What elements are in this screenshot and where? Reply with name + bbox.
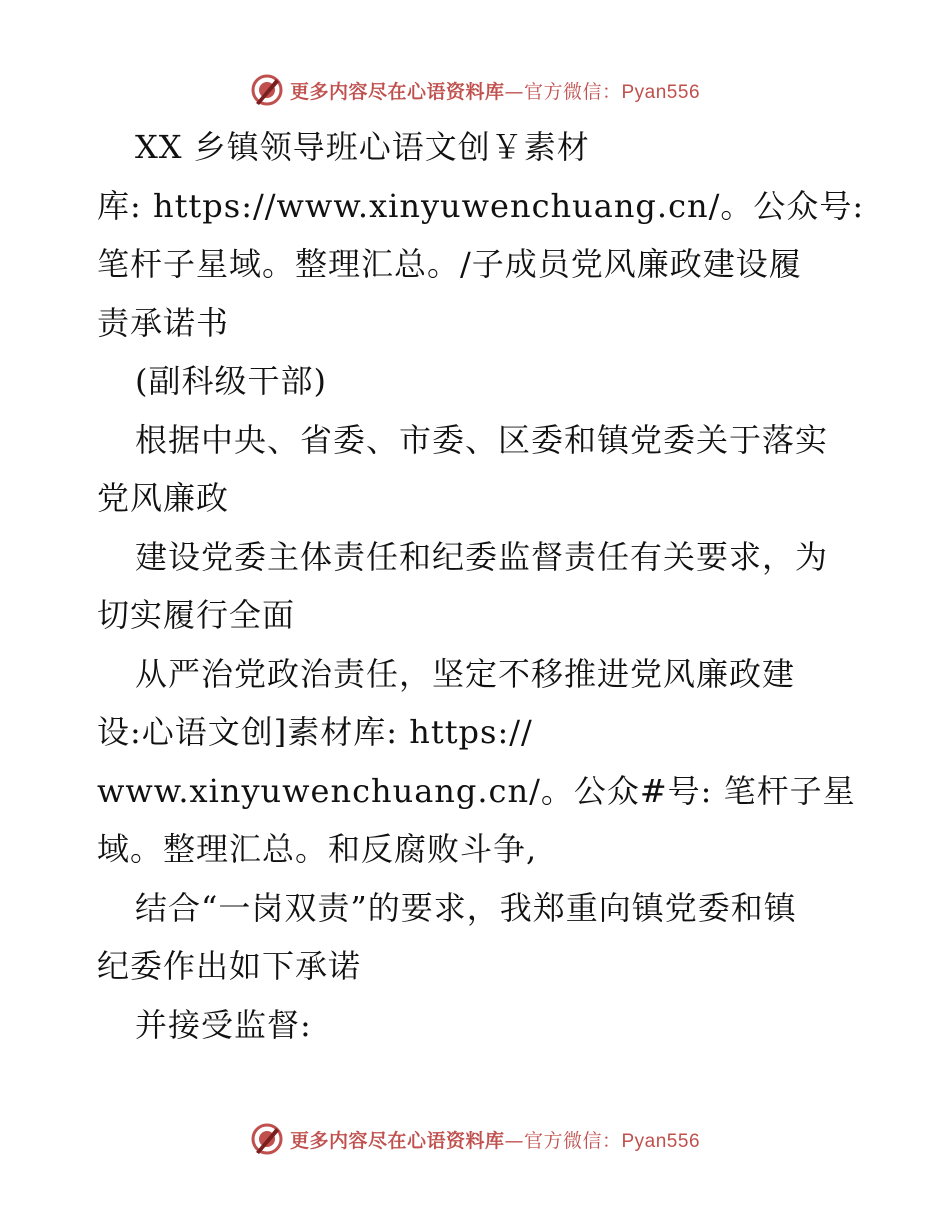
doc-line: 建设党委主体责任和纪委监督责任有关要求，为 xyxy=(135,537,829,576)
banner-dash: — xyxy=(504,1129,524,1152)
doc-line: 责承诺书 xyxy=(97,303,230,342)
footer-banner xyxy=(0,1119,950,1159)
quill-seal-icon xyxy=(250,73,284,107)
doc-line: 笔杆子星域。整理汇总。/子成员党风廉政建设履 xyxy=(97,245,802,283)
doc-line: 切实履行全面 xyxy=(97,596,296,634)
banner-wechat-id: Pyan556 xyxy=(621,1130,701,1152)
banner-text xyxy=(290,77,700,104)
banner-main-text: 更多内容尽在心语资料库 xyxy=(289,80,505,103)
banner-dash: — xyxy=(504,80,524,103)
doc-line: 库: https://www.xinyuwenchuang.cn/。公众号: xyxy=(97,186,865,225)
doc-line: (副科级干部) xyxy=(135,362,327,400)
doc-line: 纪委作出如下承诺 xyxy=(97,947,362,985)
doc-line: 从严治党政治责任，坚定不移推进党风廉政建 xyxy=(135,654,796,693)
quill-seal-icon xyxy=(250,1122,284,1156)
header-banner xyxy=(0,70,950,110)
banner-main-text: 更多内容尽在心语资料库 xyxy=(289,1129,505,1152)
doc-line: 根据中央、省委、市委、区委和镇党委关于落实 xyxy=(135,420,829,459)
banner-wechat-id: Pyan556 xyxy=(621,81,701,103)
doc-line: 并接受监督: xyxy=(135,1005,312,1044)
doc-line: 设:心语文创]素材库: https:// xyxy=(97,713,533,751)
doc-line: 域。整理汇总。和反腐败斗争, xyxy=(97,830,538,868)
banner-text xyxy=(290,1126,700,1153)
doc-line: XX 乡镇领导班心语文创￥素材 xyxy=(135,128,590,166)
doc-line: www.xinyuwenchuang.cn/。公众#号: 笔杆子星 xyxy=(97,771,856,810)
doc-line: 结合“一岗双责”的要求，我郑重向镇党委和镇 xyxy=(135,888,797,927)
document-body xyxy=(97,118,865,1054)
doc-line: 党风廉政 xyxy=(97,479,230,517)
banner-sub-text: 官方微信： xyxy=(523,1129,622,1152)
banner-sub-text: 官方微信： xyxy=(523,80,622,103)
